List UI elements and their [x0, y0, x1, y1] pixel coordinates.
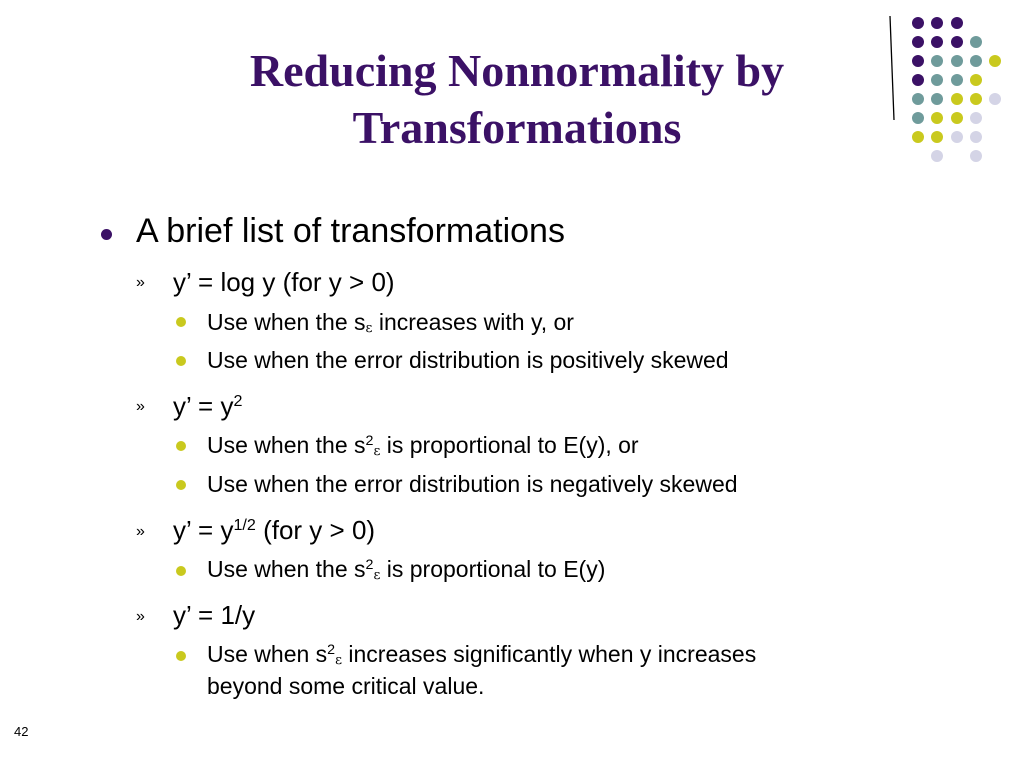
- bullet-chevron: »: [136, 398, 145, 415]
- reciprocal-use-1: [207, 639, 756, 669]
- dot: [970, 74, 982, 86]
- dot: [912, 131, 924, 143]
- decorative-dot-grid: [902, 10, 1022, 170]
- bullet-disc: [101, 229, 112, 240]
- dot: [970, 150, 982, 162]
- bullet-chevron: »: [136, 274, 145, 291]
- dot: [912, 17, 924, 29]
- title-line-2: Transformations: [352, 102, 682, 153]
- text: increases significantly when y increases: [342, 641, 757, 667]
- epsilon-subscript: ε: [373, 444, 381, 459]
- epsilon-subscript: ε: [365, 321, 373, 336]
- dot: [912, 93, 924, 105]
- transformation-log: [173, 266, 395, 298]
- text: increases with y, or: [372, 309, 574, 335]
- transformation-reciprocal: [173, 599, 255, 631]
- dot: [912, 36, 924, 48]
- superscript: 2: [327, 642, 336, 659]
- dot: [951, 93, 963, 105]
- text: Use when the s: [207, 556, 366, 582]
- text: y’ = y: [173, 391, 234, 421]
- dot: [931, 36, 943, 48]
- dot: [989, 55, 1001, 67]
- epsilon-subscript: ε: [373, 568, 381, 583]
- dot: [912, 112, 924, 124]
- slide-title: [150, 42, 884, 156]
- bullet-dot: [176, 441, 186, 451]
- bullet-dot: [176, 566, 186, 576]
- dot: [931, 150, 943, 162]
- text: (for y > 0): [255, 515, 376, 545]
- bullet-dot: [176, 480, 186, 490]
- dot: [989, 93, 1001, 105]
- text: y’ = y: [173, 515, 234, 545]
- transformation-log-text: y’ = log y (for y > 0): [173, 267, 395, 297]
- dot: [951, 17, 963, 29]
- log-use-2: Use when the error distribution is positively skewed: [207, 347, 729, 373]
- dot: [970, 36, 982, 48]
- square-use-2: Use when the error distribution is negatively skewed: [207, 471, 738, 497]
- dot: [931, 112, 943, 124]
- decorative-divider-line: [878, 14, 902, 122]
- superscript: 1/2: [233, 516, 256, 535]
- text: Use when the s: [207, 432, 366, 458]
- dot: [912, 74, 924, 86]
- transformation-square: [173, 390, 242, 422]
- square-use-1: [207, 430, 639, 460]
- dot: [931, 93, 943, 105]
- bullet-chevron: »: [136, 523, 145, 540]
- dot: [931, 55, 943, 67]
- dot: [970, 131, 982, 143]
- dot: [970, 112, 982, 124]
- reciprocal-use-1-continued: beyond some critical value.: [207, 673, 485, 699]
- dot: [912, 55, 924, 67]
- superscript: 2: [233, 392, 243, 411]
- bullet-chevron: »: [136, 608, 145, 625]
- text: Use when s: [207, 641, 328, 667]
- epsilon-subscript: ε: [335, 653, 343, 668]
- dot: [931, 131, 943, 143]
- dot: [951, 131, 963, 143]
- title-line-1: Reducing Nonnormality by: [249, 45, 785, 96]
- transformation-sqrt: [173, 514, 375, 546]
- page-number: 42: [14, 724, 29, 739]
- text: Use when the s: [207, 309, 366, 335]
- text: is proportional to E(y), or: [380, 432, 639, 458]
- bullet-dot: [176, 356, 186, 366]
- bullet-dot: [176, 317, 186, 327]
- dot: [951, 112, 963, 124]
- dot: [931, 17, 943, 29]
- bullet-dot: [176, 651, 186, 661]
- dot: [931, 74, 943, 86]
- superscript: 2: [365, 433, 374, 450]
- dot: [951, 55, 963, 67]
- sqrt-use-1: [207, 554, 605, 584]
- superscript: 2: [365, 557, 374, 574]
- dot: [970, 55, 982, 67]
- log-use-1: [207, 307, 574, 337]
- dot: [970, 93, 982, 105]
- content-heading: A brief list of transformations: [136, 212, 565, 250]
- text: y’ = 1/y: [173, 600, 256, 630]
- dot: [951, 74, 963, 86]
- text: is proportional to E(y): [380, 556, 606, 582]
- dot: [951, 36, 963, 48]
